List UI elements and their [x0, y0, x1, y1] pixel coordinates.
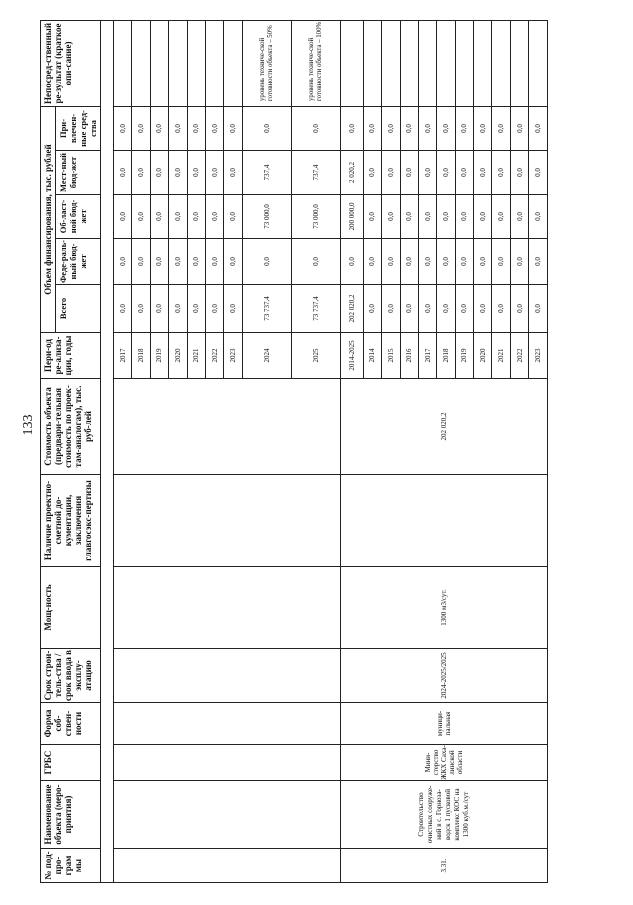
- cell-regional: 0,0: [114, 195, 132, 239]
- cell-attracted: 0,0: [224, 106, 242, 150]
- cell-total: 0,0: [418, 285, 436, 333]
- cell-total: 73 737,4: [291, 285, 340, 333]
- cell-local: 2 020,2: [340, 151, 363, 195]
- cell-result: [205, 20, 223, 106]
- cell-attracted: 0,0: [418, 106, 436, 150]
- cell-year: 2018: [132, 333, 150, 379]
- cell-total: 0,0: [510, 285, 528, 333]
- header-fin-federal: Феде-раль-ный бюд-жет: [56, 239, 101, 285]
- cell-federal: 0,0: [418, 239, 436, 285]
- cell-year: 2023: [224, 333, 242, 379]
- header-fin-local: Мест-ный бюд-жет: [56, 151, 101, 195]
- cell-total: 0,0: [437, 285, 455, 333]
- blank-cell: [101, 20, 114, 882]
- rotated-table-wrapper: [40, 21, 596, 883]
- cell-total: 0,0: [455, 285, 473, 333]
- header-result: Непосред-ственный ре-зультат (краткое опи-сание): [41, 20, 101, 106]
- cell-num: [114, 849, 341, 883]
- cell-result: уровень техниче-ской готовности объекта – 50%: [242, 20, 291, 106]
- cell-num: 3.31.: [340, 849, 547, 883]
- cell-total: 73 737,4: [242, 285, 291, 333]
- cell-result: [363, 20, 381, 106]
- cell-year: 2022: [205, 333, 223, 379]
- cell-local: 0,0: [492, 151, 510, 195]
- cell-total: 0,0: [114, 285, 132, 333]
- cell-federal: 0,0: [224, 239, 242, 285]
- cell-federal: 0,0: [363, 239, 381, 285]
- cell-local: 0,0: [400, 151, 418, 195]
- cell-result: [437, 20, 455, 106]
- cell-total: 0,0: [169, 285, 187, 333]
- cell-local: 0,0: [169, 151, 187, 195]
- cell-federal: 0,0: [492, 239, 510, 285]
- cell-total: 0,0: [224, 285, 242, 333]
- cell-attracted: 0,0: [437, 106, 455, 150]
- cell-total: 202 020,2: [340, 285, 363, 333]
- cell-result: уровень техниче-ской готовности объекта – 100%: [291, 20, 340, 106]
- table-row: [114, 20, 132, 882]
- cell-total: 0,0: [400, 285, 418, 333]
- cell-federal: 0,0: [114, 239, 132, 285]
- cell-result: [400, 20, 418, 106]
- cell-regional: 0,0: [224, 195, 242, 239]
- cell-result: [474, 20, 492, 106]
- cell-docs: [340, 475, 547, 567]
- header-ownership: Форма соб-ствен-ности: [41, 703, 101, 745]
- cell-total: 0,0: [382, 285, 400, 333]
- cell-federal: 0,0: [205, 239, 223, 285]
- cell-local: 0,0: [382, 151, 400, 195]
- cell-attracted: 0,0: [382, 106, 400, 150]
- header-name: Наименование объекта (меро-приятия): [41, 781, 101, 849]
- cell-name: Строительство очистных сооруже-ний в с. Горнoза-водск 1 пусковой комплекс КОС на 1300 куб.м./сут: [340, 781, 547, 849]
- cell-federal: 0,0: [437, 239, 455, 285]
- cell-federal: 0,0: [529, 239, 547, 285]
- cell-result: [150, 20, 168, 106]
- cell-regional: 0,0: [437, 195, 455, 239]
- header-deadline: Срок строи-тель-ства / срок ввода в эксплу-атацию: [41, 649, 101, 703]
- cell-regional: 0,0: [492, 195, 510, 239]
- table-row: [101, 20, 114, 882]
- cell-local: 737,4: [242, 151, 291, 195]
- cell-attracted: 0,0: [169, 106, 187, 150]
- cell-name: [114, 781, 341, 849]
- cell-federal: 0,0: [187, 239, 205, 285]
- cell-regional: 0,0: [529, 195, 547, 239]
- cell-attracted: 0,0: [242, 106, 291, 150]
- cell-attracted: 0,0: [340, 106, 363, 150]
- cell-regional: 0,0: [418, 195, 436, 239]
- cell-capacity: 1300 м3/сут.: [340, 567, 547, 649]
- cell-attracted: 0,0: [291, 106, 340, 150]
- cell-local: 0,0: [132, 151, 150, 195]
- cell-regional: 0,0: [400, 195, 418, 239]
- table-header: [41, 20, 101, 882]
- cell-regional: 0,0: [187, 195, 205, 239]
- cell-attracted: 0,0: [474, 106, 492, 150]
- cell-year: 2024: [242, 333, 291, 379]
- cell-local: 0,0: [224, 151, 242, 195]
- cell-cost: 202 020,2: [340, 379, 547, 475]
- header-period: Пери-од ре-ализа-ции, годы: [41, 333, 101, 379]
- cell-regional: 0,0: [510, 195, 528, 239]
- cell-attracted: 0,0: [114, 106, 132, 150]
- cell-attracted: 0,0: [455, 106, 473, 150]
- cell-regional: 0,0: [455, 195, 473, 239]
- cell-attracted: 0,0: [529, 106, 547, 150]
- cell-total: 0,0: [205, 285, 223, 333]
- cell-total: 0,0: [492, 285, 510, 333]
- header-financing: Объем финансирования, тыс. рублей: [41, 106, 56, 332]
- cell-result: [492, 20, 510, 106]
- cell-attracted: 0,0: [363, 106, 381, 150]
- header-cost: Стоимость объекта (предвари-тельная стоимость по проек-там-аналогам), тыс. руб-лей: [41, 379, 101, 475]
- cell-attracted: 0,0: [187, 106, 205, 150]
- cell-year: 2016: [400, 333, 418, 379]
- cell-total: 0,0: [150, 285, 168, 333]
- header-grbs: ГРБС: [41, 745, 101, 781]
- cell-regional: 0,0: [150, 195, 168, 239]
- header-fin-total: Всего: [56, 285, 101, 333]
- header-num: № под-про-грам мы: [41, 849, 101, 883]
- cell-local: 0,0: [187, 151, 205, 195]
- cell-year: 2020: [169, 333, 187, 379]
- cell-federal: 0,0: [132, 239, 150, 285]
- cell-cost: [114, 379, 341, 475]
- cell-federal: 0,0: [400, 239, 418, 285]
- cell-regional: 0,0: [474, 195, 492, 239]
- cell-local: 0,0: [437, 151, 455, 195]
- cell-result: [132, 20, 150, 106]
- table-body: [101, 20, 548, 882]
- cell-regional: 0,0: [363, 195, 381, 239]
- cell-local: 0,0: [510, 151, 528, 195]
- cell-year: 2022: [510, 333, 528, 379]
- header-fin-attracted: При-влечен-ные сред-ства: [56, 106, 101, 150]
- page-number: 133: [21, 414, 36, 436]
- cell-attracted: 0,0: [492, 106, 510, 150]
- cell-local: 0,0: [205, 151, 223, 195]
- cell-local: 0,0: [363, 151, 381, 195]
- cell-regional: 0,0: [382, 195, 400, 239]
- cell-ownership: муници-пальная: [340, 703, 547, 745]
- cell-regional: 73 000,0: [291, 195, 340, 239]
- cell-federal: 0,0: [474, 239, 492, 285]
- cell-federal: 0,0: [242, 239, 291, 285]
- cell-regional: 0,0: [169, 195, 187, 239]
- cell-federal: 0,0: [291, 239, 340, 285]
- financing-table: [40, 20, 548, 883]
- cell-federal: 0,0: [382, 239, 400, 285]
- cell-regional: 73 000,0: [242, 195, 291, 239]
- cell-total: 0,0: [474, 285, 492, 333]
- cell-year: 2017: [114, 333, 132, 379]
- cell-grbs: Мини-стерство ЖКХ Саха-линской области: [340, 745, 547, 781]
- cell-year: 2025: [291, 333, 340, 379]
- cell-total: 0,0: [529, 285, 547, 333]
- cell-total: 0,0: [187, 285, 205, 333]
- cell-local: 0,0: [114, 151, 132, 195]
- cell-year: 2023: [529, 333, 547, 379]
- cell-local: 0,0: [529, 151, 547, 195]
- cell-year: 2019: [455, 333, 473, 379]
- cell-federal: 0,0: [169, 239, 187, 285]
- cell-result: [340, 20, 363, 106]
- cell-grbs: [114, 745, 341, 781]
- cell-local: 737,4: [291, 151, 340, 195]
- cell-attracted: 0,0: [150, 106, 168, 150]
- cell-docs: [114, 475, 341, 567]
- cell-result: [114, 20, 132, 106]
- cell-result: [455, 20, 473, 106]
- cell-federal: 0,0: [150, 239, 168, 285]
- cell-result: [224, 20, 242, 106]
- cell-year: 2014-2025: [340, 333, 363, 379]
- cell-attracted: 0,0: [205, 106, 223, 150]
- cell-year: 2021: [492, 333, 510, 379]
- cell-local: 0,0: [474, 151, 492, 195]
- cell-deadline: 2024-2025/2025: [340, 649, 547, 703]
- cell-total: 0,0: [363, 285, 381, 333]
- cell-year: 2020: [474, 333, 492, 379]
- cell-year: 2014: [363, 333, 381, 379]
- cell-ownership: [114, 703, 341, 745]
- cell-local: 0,0: [418, 151, 436, 195]
- cell-federal: 0,0: [510, 239, 528, 285]
- cell-regional: 0,0: [205, 195, 223, 239]
- cell-local: 0,0: [455, 151, 473, 195]
- cell-result: [169, 20, 187, 106]
- cell-deadline: [114, 649, 341, 703]
- cell-regional: 0,0: [132, 195, 150, 239]
- cell-capacity: [114, 567, 341, 649]
- table-row: [340, 20, 363, 882]
- cell-year: 2018: [437, 333, 455, 379]
- header-docs: Наличие проектно-сметной до-кументации, заключения главгосэкс-пертизы: [41, 475, 101, 567]
- cell-federal: 0,0: [455, 239, 473, 285]
- cell-total: 0,0: [132, 285, 150, 333]
- header-capacity: Мощ-ность: [41, 567, 101, 649]
- header-fin-regional: Об-ласт-ной бюд-жет: [56, 195, 101, 239]
- cell-regional: 200 000,0: [340, 195, 363, 239]
- cell-result: [529, 20, 547, 106]
- cell-attracted: 0,0: [400, 106, 418, 150]
- cell-federal: 0,0: [340, 239, 363, 285]
- cell-year: 2015: [382, 333, 400, 379]
- cell-result: [382, 20, 400, 106]
- cell-result: [510, 20, 528, 106]
- cell-result: [418, 20, 436, 106]
- cell-year: 2017: [418, 333, 436, 379]
- cell-year: 2019: [150, 333, 168, 379]
- cell-year: 2021: [187, 333, 205, 379]
- cell-attracted: 0,0: [132, 106, 150, 150]
- cell-local: 0,0: [150, 151, 168, 195]
- cell-result: [187, 20, 205, 106]
- cell-attracted: 0,0: [510, 106, 528, 150]
